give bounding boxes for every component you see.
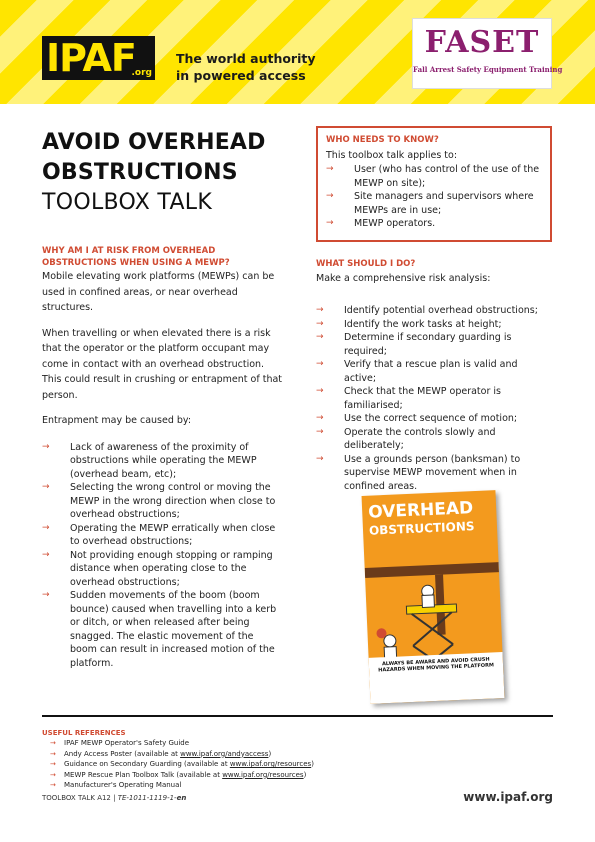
list-item — [316, 304, 552, 318]
website-link[interactable]: www.ipaf.org — [463, 790, 553, 804]
list-item-text: Check that the MEWP operator is familiarised; — [344, 386, 501, 411]
reference-tail: ) — [311, 760, 314, 768]
list-item-text: MEWP operators. — [354, 218, 436, 229]
risk-heading — [42, 245, 282, 269]
page-title — [42, 128, 266, 188]
arrow-icon: → — [316, 332, 324, 342]
refs-heading: USEFUL REFERENCES — [42, 729, 126, 737]
reference-text: MEWP Rescue Plan Toolbox Talk (available at — [64, 770, 223, 779]
who-needs-to-know-box — [316, 126, 552, 242]
arrow-icon: → — [316, 426, 324, 437]
poster-title2: OBSTRUCTIONS — [368, 519, 475, 538]
list-item — [42, 549, 282, 590]
list-item-text: Operate the controls slowly and deliberately; — [344, 426, 496, 451]
doc-code-number: TE-1011-1119-1- — [117, 794, 177, 802]
refs-list — [42, 738, 442, 791]
tagline-line1: The world authority — [176, 51, 316, 66]
logo-text: IPAF — [46, 36, 136, 80]
list-item-text: Lack of awareness of the proximity of obstructions while operating the MEWP (overhead beam, etc); — [70, 441, 257, 480]
reference-item — [42, 759, 442, 770]
poster-caption: ALWAYS BE AWARE AND AVOID CRUSH HAZARDS WHEN MOVING THE PLATFORM — [378, 656, 495, 674]
list-item — [316, 412, 552, 426]
arrow-icon: → — [42, 522, 50, 533]
list-item-text: Use the correct sequence of motion; — [344, 413, 518, 424]
list-item — [316, 331, 552, 358]
reference-link[interactable]: www.ipaf.org/resources — [222, 770, 304, 779]
list-item — [326, 190, 542, 217]
reference-tail: ) — [268, 749, 272, 758]
tagline — [176, 50, 316, 84]
poster-title: OVERHEAD — [367, 498, 474, 523]
reference-text: Andy Access Poster (available at — [64, 749, 181, 758]
doc-code-prefix: TOOLBOX TALK A12 | — [42, 794, 118, 802]
todo-list — [316, 304, 552, 493]
risk-para3: Entrapment may be caused by: — [42, 415, 192, 426]
reference-text: IPAF MEWP Operator's Safety Guide — [64, 739, 190, 747]
reference-item — [42, 749, 442, 760]
arrow-icon: → — [50, 770, 56, 779]
list-item-text: Verify that a rescue plan is valid and active; — [344, 359, 518, 384]
risk-heading-line2: OBSTRUCTIONS WHEN USING A MEWP? — [42, 258, 230, 268]
list-item — [326, 163, 542, 190]
title-line2: OBSTRUCTIONS — [42, 160, 238, 185]
arrow-icon: → — [326, 191, 334, 201]
useful-references — [42, 728, 442, 791]
header-banner — [0, 0, 595, 104]
list-item — [42, 589, 282, 670]
risk-para2: When travelling or when elevated there is a risk that the operator or the platform occupant may come in contact with an overhead obstruction. This could result in crushing or entrapment of that person. — [42, 327, 283, 401]
arrow-icon: → — [50, 749, 56, 758]
arrow-icon: → — [316, 413, 324, 423]
list-item — [42, 522, 282, 549]
faset-name: FASET — [424, 25, 540, 60]
list-item — [316, 358, 552, 385]
page-subtitle: TOOLBOX TALK — [42, 190, 213, 215]
risk-para1: Mobile elevating work platforms (MEWPs) can be used in confined areas, or near overhead structures. — [42, 271, 275, 313]
arrow-icon: → — [50, 760, 56, 768]
reference-text: Guidance on Secondary Guarding (available at — [64, 760, 230, 768]
list-item — [42, 481, 282, 522]
ipaf-logo[interactable] — [42, 36, 155, 80]
risk-section — [42, 245, 282, 670]
list-item — [316, 318, 552, 332]
arrow-icon: → — [326, 218, 334, 228]
poster-image — [362, 490, 505, 704]
arrow-icon: → — [42, 590, 50, 600]
poster-footer — [369, 652, 505, 704]
arrow-icon: → — [50, 739, 56, 747]
risk-list — [42, 441, 282, 671]
todo-heading: WHAT SHOULD I DO? — [316, 259, 416, 269]
title-line1: AVOID OVERHEAD — [42, 130, 266, 155]
arrow-icon: → — [50, 781, 56, 789]
list-item-text: Not providing enough stopping or ramping distance when operating close to the overhead obstructions; — [70, 549, 273, 588]
reference-tail: ) — [303, 770, 307, 779]
arrow-icon: → — [326, 164, 334, 174]
arrow-icon: → — [316, 386, 324, 396]
list-item-text: Sudden movements of the boom (boom bounce) caused when travelling into a kerb or ditch, or when released after being snagged. The elastic movement of the boom can result in increased motion of the platform. — [70, 590, 277, 669]
arrow-icon: → — [316, 305, 324, 315]
tagline-line2: in powered access — [176, 68, 306, 83]
doc-code-lang: en — [176, 794, 187, 802]
reference-text: Manufacturer's Operating Manual — [64, 781, 182, 789]
risk-heading-line1: WHY AM I AT RISK FROM OVERHEAD — [42, 246, 216, 256]
who-heading: WHO NEEDS TO KNOW? — [326, 135, 439, 145]
reference-item — [42, 770, 442, 781]
list-item-text: User (who has control of the use of the MEWP on site); — [354, 164, 540, 189]
list-item-text: Operating the MEWP erratically when close to overhead obstructions; — [70, 522, 276, 547]
list-item-text: Identify the work tasks at height; — [344, 318, 502, 330]
list-item — [326, 217, 542, 231]
todo-section — [316, 258, 552, 493]
arrow-icon: → — [316, 453, 324, 464]
reference-link[interactable]: www.ipaf.org/andyaccess — [180, 749, 269, 758]
list-item — [316, 385, 552, 412]
arrow-icon: → — [42, 549, 50, 560]
reference-item — [42, 738, 442, 749]
list-item-text: Site managers and supervisors where MEWPs are in use; — [354, 191, 534, 216]
reference-item — [42, 780, 442, 791]
who-intro: This toolbox talk applies to: — [326, 150, 458, 161]
list-item-text: Identify potential overhead obstructions; — [344, 305, 538, 316]
todo-intro: Make a comprehensive risk analysis: — [316, 273, 491, 284]
faset-subtitle: Fall Arrest Safety Equipment Training — [413, 65, 563, 74]
arrow-icon: → — [42, 482, 50, 492]
list-item-text: Selecting the wrong control or moving the MEWP in the wrong direction when close to overhead obstructions; — [70, 482, 276, 520]
list-item — [42, 441, 282, 482]
list-item — [316, 426, 552, 453]
who-list — [326, 163, 542, 231]
arrow-icon: → — [316, 359, 324, 369]
arrow-icon: → — [316, 318, 324, 329]
reference-link[interactable]: www.ipaf.org/resources — [229, 760, 312, 768]
document-code — [42, 794, 186, 802]
list-item — [316, 453, 552, 494]
list-item-text: Use a grounds person (banksman) to supervise MEWP movement when in confined areas. — [344, 453, 521, 492]
arrow-icon: → — [42, 441, 50, 452]
logo-suffix: .org — [131, 68, 152, 78]
list-item-text: Determine if secondary guarding is required; — [344, 332, 512, 357]
divider — [42, 715, 553, 717]
faset-logo[interactable] — [412, 18, 563, 89]
